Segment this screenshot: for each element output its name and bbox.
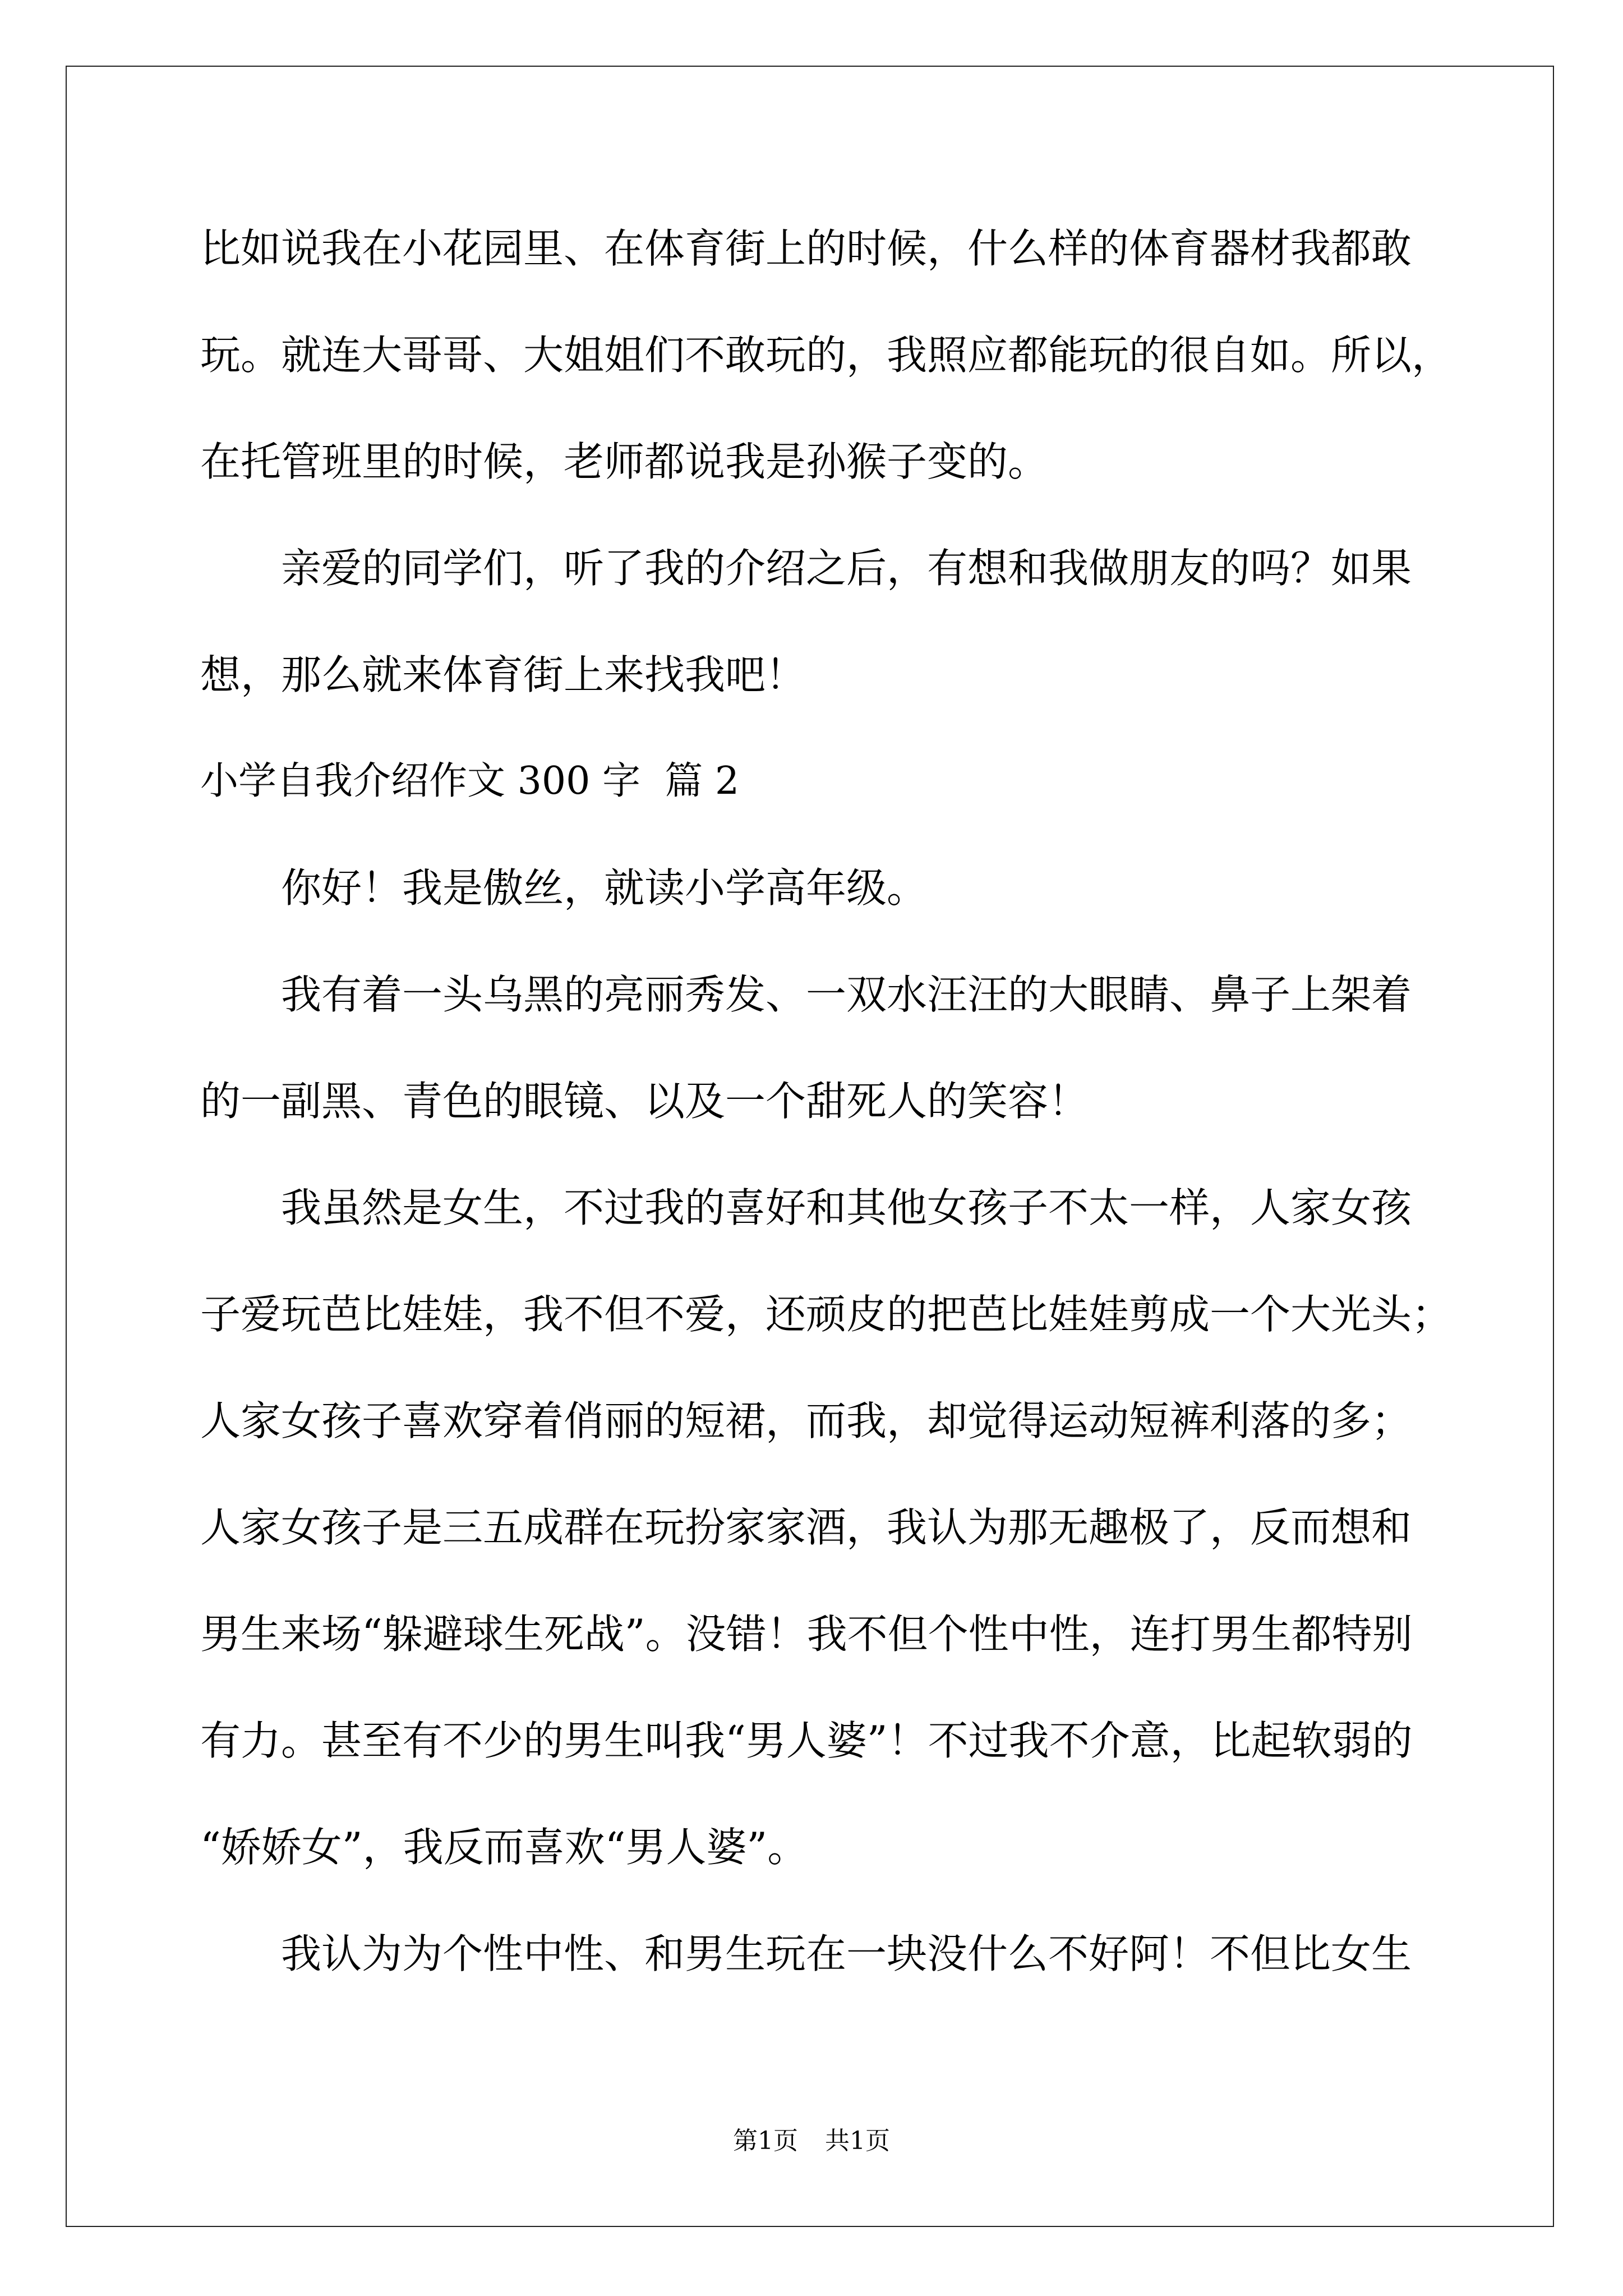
paragraph: [200, 1154, 1535, 1901]
paragraph: [200, 1901, 1535, 2007]
text-line: 想，那么就来体育街上来找我吧！: [200, 651, 806, 698]
text-line: 你好！我是傲丝，就读小学高年级。: [281, 864, 928, 912]
text-line: 人家女孩子喜欢穿着俏丽的短裙，而我，却觉得运动短裤利落的多；: [200, 1397, 1412, 1444]
text-line: 在托管班里的时候，老师都说我是孙猴子变的。: [200, 438, 1049, 485]
text-line: 亲爱的同学们，听了我的介绍之后，有想和我做朋友的吗？如果: [281, 545, 1412, 592]
text-line: 我虽然是女生，不过我的喜好和其他女孩子不太一样，人家女孩: [281, 1184, 1412, 1231]
text-line: 子爱玩芭比娃娃，我不但不爱，还顽皮的把芭比娃娃剪成一个大光头；: [200, 1291, 1453, 1338]
text-line: “娇娇女”，我反而喜欢“男人婆”。: [200, 1824, 808, 1871]
text-line: 男生来场“躲避球生死战”。没错！我不但个性中性，连打男生都特别: [200, 1611, 1413, 1658]
page-footer: [0, 2125, 1623, 2157]
paragraph: [200, 835, 1535, 941]
section-heading: 小学自我介绍作文 300 字 篇 2: [200, 759, 740, 803]
paragraph: [200, 941, 1535, 1154]
text-line: 玩。就连大哥哥、大姐姐们不敢玩的，我照应都能玩的很自如。所以，: [200, 332, 1453, 379]
document-body: [200, 195, 1535, 2007]
text-line: 有力。甚至有不少的男生叫我“男人婆”！不过我不介意，比起软弱的: [200, 1717, 1413, 1764]
text-line: 人家女孩子是三五成群在玩扮家家酒，我认为那无趣极了，反而想和: [200, 1504, 1412, 1551]
page-number: 第1页: [733, 2127, 798, 2155]
text-line: 我有着一头乌黑的亮丽秀发、一双水汪汪的大眼睛、鼻子上架着: [281, 971, 1412, 1018]
text-line: 的一副黑、青色的眼镜、以及一个甜死人的笑容！: [200, 1078, 1089, 1125]
text-line: 比如说我在小花园里、在体育街上的时候，什么样的体育器材我都敢: [200, 225, 1412, 272]
text-line: 我认为为个性中性、和男生玩在一块没什么不好阿！不但比女生: [281, 1930, 1412, 1977]
page-total: 共1页: [825, 2127, 890, 2155]
paragraph: [200, 195, 1535, 515]
paragraph: [200, 515, 1535, 728]
